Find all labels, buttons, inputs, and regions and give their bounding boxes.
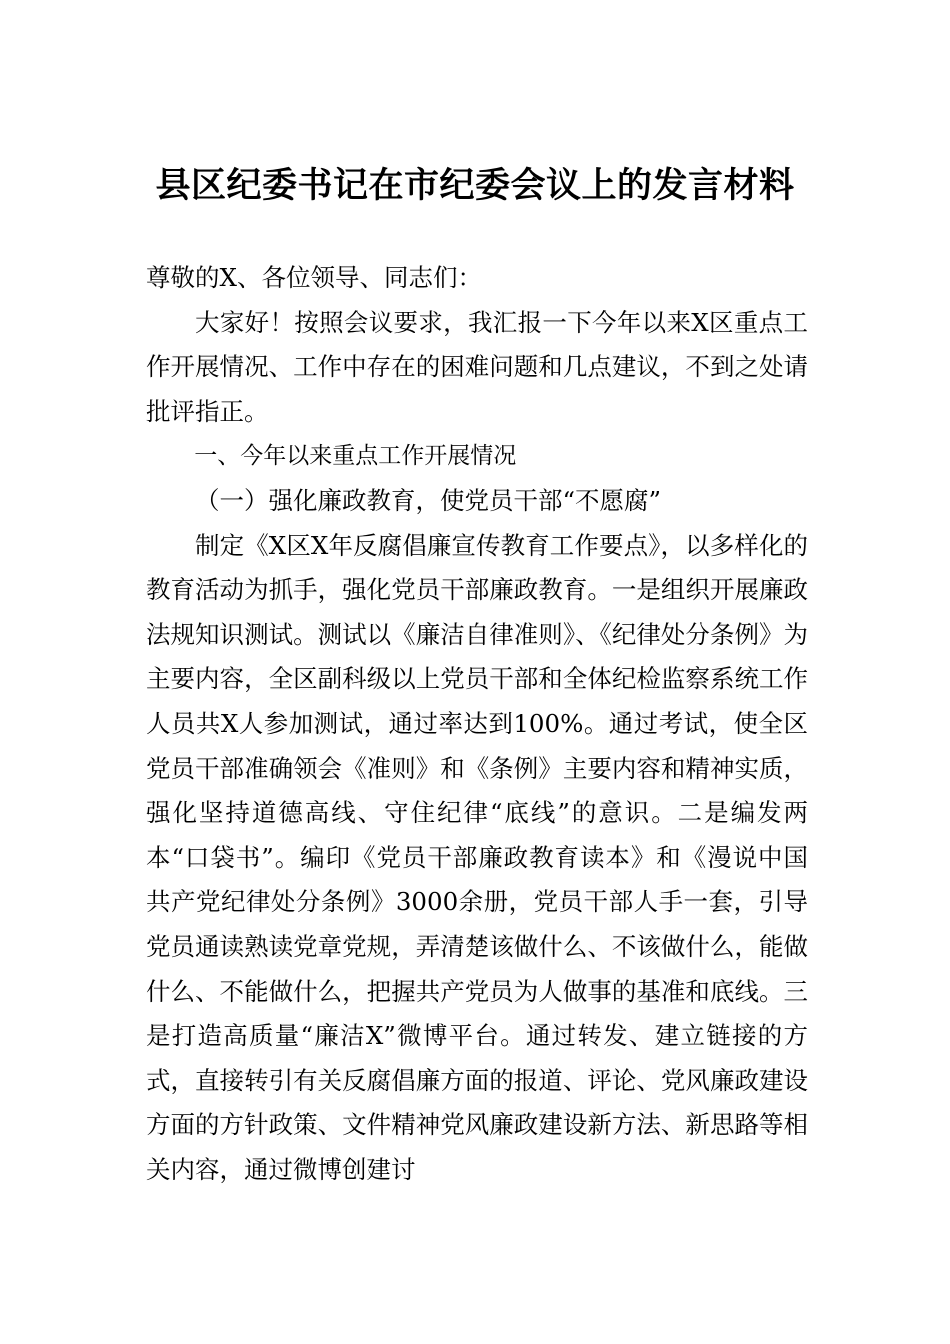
document-body	[146, 256, 808, 1192]
section-heading: 一、今年以来重点工作开展情况	[194, 443, 517, 470]
subsection-heading: （一）强化廉政教育，使党员干部“不愿腐”	[195, 485, 662, 515]
opening-paragraph: 大家好！按照会议要求，我汇报一下今年以来X区重点工作开展情况、工作中存在的困难问题和几点建议，不到之处请批评指正。	[146, 307, 808, 426]
body-paragraph: 制定《X区X年反腐倡廉宣传教育工作要点》，以多样化的教育活动为抓手，强化党员干部廉政教育。一是组织开展廉政法规知识测试。测试以《廉洁自律准则》、《纪律处分条例》为主要内容，全区副科级以上党员干部和全体纪检监察系统工作人员共X人参加测试，通过率达到100%。通过考试，使全区党员干部准确领会《准则》和《条例》主要内容和精神实质，强化坚持道德高线、守住纪律“底线”的意识。二是编发两本“口袋书”。编印《党员干部廉政教育读本》和《漫说中国共产党纪律处分条例》3000余册，党员干部人手一套，引导党员通读熟读党章党规，弄清楚该做什么、不该做什么，能做什么、不能做什么，把握共产党员为人做事的基准和底线。三是打造高质量“廉洁X”微博平台。通过转发、建立链接的方式，直接转引有关反腐倡廉方面的报道、评论、党风廉政建设方面的方针政策、文件精神党风廉政建设新方法、新思路等相关内容，通过微博创建讨	[146, 530, 808, 1184]
salutation: 尊敬的X、各位领导、同志们：	[146, 263, 482, 292]
document-title: 县区纪委书记在市纪委会议上的发言材料	[155, 165, 795, 206]
